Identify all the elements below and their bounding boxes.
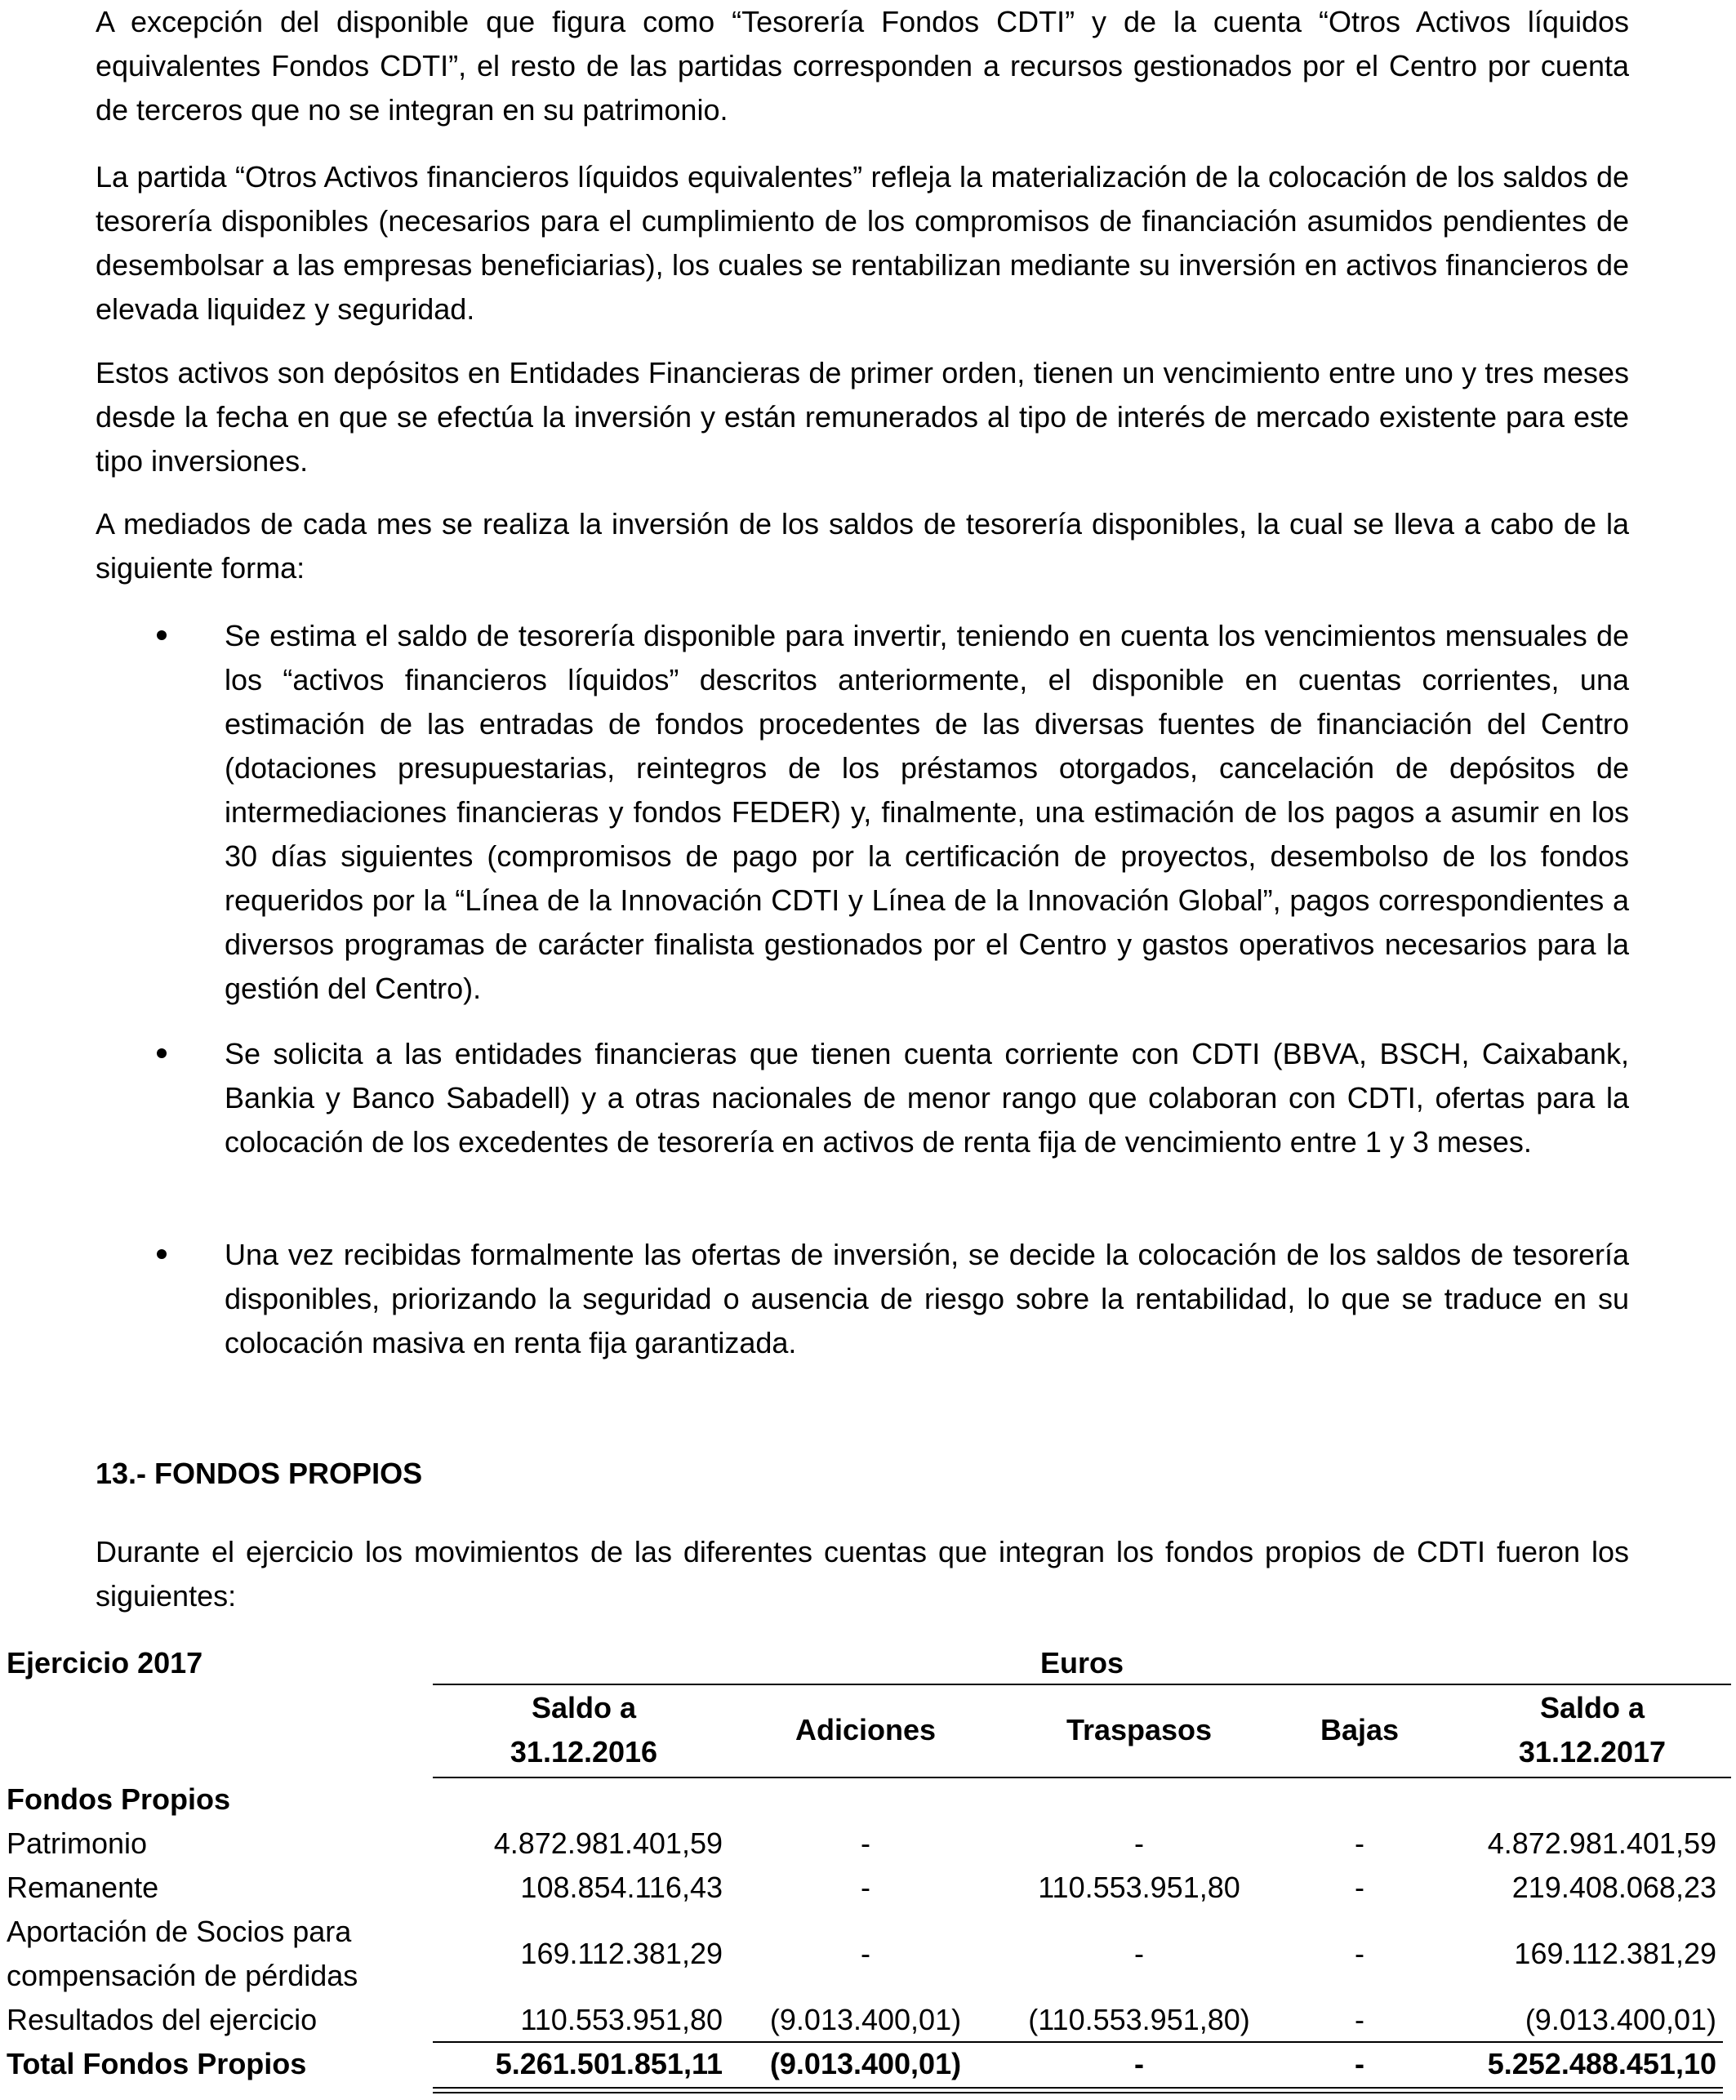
bullet-text-2: Se solicita a las entidades financieras que tienen cuenta corriente con CDTI (BBVA, BSCH, Caixabank, Bankia y Banco Sabadell) y a otras nacionales de menor rango que colaboran con CDTI, ofertas para la colocación de los excedentes de tesorería en activos de renta fija de vencimiento entre 1 y 3 meses. bbox=[225, 1037, 1629, 1159]
total-cell: 5.261.501.851,11 bbox=[495, 2047, 723, 2080]
table-cell: - bbox=[1134, 1937, 1144, 1970]
column-header-rule bbox=[433, 1777, 1731, 1778]
row-label-aportacion-line1: Aportación de Socios para bbox=[7, 1915, 352, 1948]
table-cell: - bbox=[1355, 2003, 1364, 2036]
section-intro: Durante el ejercicio los movimientos de las diferentes cuentas que integran los fondos propios de CDTI fueron los siguientes: bbox=[96, 1535, 1629, 1613]
col-header-adiciones: Adiciones bbox=[795, 1713, 937, 1746]
total-label: Total Fondos Propios bbox=[7, 2047, 307, 2080]
total-double-rule-2 bbox=[433, 2092, 1723, 2093]
table-cell: - bbox=[1355, 1937, 1364, 1970]
bullet-item-2 bbox=[225, 1032, 1629, 1164]
header-rule bbox=[433, 1684, 1731, 1685]
table-currency-label: Euros bbox=[1039, 1646, 1124, 1680]
table-year-label: Ejercicio 2017 bbox=[7, 1646, 203, 1680]
table-cell: (110.553.951,80) bbox=[1028, 2003, 1250, 2036]
table-cell: 4.872.981.401,59 bbox=[1487, 1826, 1716, 1860]
table-cell: (9.013.400,01) bbox=[1525, 2003, 1716, 2036]
bullet-item-3 bbox=[225, 1233, 1629, 1365]
paragraph-1: A excepción del disponible que figura como “Tesorería Fondos CDTI” y de la cuenta “Otros Activos líquidos equivalentes Fondos CDTI”, el resto de las partidas corresponden a recursos gestionados por el Centro por cuenta de terceros que no se integran en su patrimonio. bbox=[96, 5, 1629, 127]
bullet-item-1 bbox=[225, 614, 1629, 1011]
col-header-saldo-2016-line1: Saldo a bbox=[531, 1691, 637, 1724]
col-header-traspasos: Traspasos bbox=[1066, 1713, 1213, 1746]
table-cell: (9.013.400,01) bbox=[769, 2003, 962, 2036]
bullet-dot-icon bbox=[157, 630, 167, 640]
table-cell: 169.112.381,29 bbox=[520, 1937, 723, 1970]
table-cell: 110.553.951,80 bbox=[1038, 1871, 1240, 1904]
row-label-remanente: Remanente bbox=[7, 1871, 159, 1904]
table-cell: 169.112.381,29 bbox=[1514, 1937, 1716, 1970]
col-header-saldo-2017-line2: 31.12.2017 bbox=[1518, 1735, 1667, 1769]
table-cell: 108.854.116,43 bbox=[520, 1871, 723, 1904]
total-top-rule bbox=[433, 2041, 1723, 2043]
col-header-bajas: Bajas bbox=[1320, 1713, 1400, 1746]
col-header-saldo-2017-line1: Saldo a bbox=[1539, 1691, 1645, 1724]
row-label-resultados: Resultados del ejercicio bbox=[7, 2003, 318, 2036]
bullet-dot-icon bbox=[157, 1249, 167, 1259]
total-cell: 5.252.488.451,10 bbox=[1487, 2047, 1716, 2080]
table-cell: 4.872.981.401,59 bbox=[493, 1826, 723, 1860]
table-cell: - bbox=[861, 1826, 870, 1860]
row-label-patrimonio: Patrimonio bbox=[7, 1826, 148, 1860]
col-header-saldo-2016-line2: 31.12.2016 bbox=[510, 1735, 658, 1769]
total-cell: - bbox=[1355, 2047, 1364, 2080]
paragraph-2: La partida “Otros Activos financieros líquidos equivalentes” refleja la materialización de la colocación de los saldos de tesorería disponibles (necesarios para el cumplimiento de los compromisos de financiación asumidos pendientes de desembolsar a las empresas beneficiarias), los cuales se rentabilizan mediante su inversión en activos financieros de elevada liquidez y seguridad. bbox=[96, 160, 1629, 326]
paragraph-3: Estos activos son depósitos en Entidades Financieras de primer orden, tienen un vencimiento entre uno y tres meses desde la fecha en que se efectúa la inversión y están remunerados al tipo de interés de mercado existente para este tipo inversiones. bbox=[96, 356, 1629, 478]
table-cell: - bbox=[1134, 1826, 1144, 1860]
bullet-dot-icon bbox=[157, 1048, 167, 1058]
bullet-text-3: Una vez recibidas formalmente las ofertas de inversión, se decide la colocación de los saldos de tesorería disponibles, priorizando la seguridad o ausencia de riesgo sobre la rentabilidad, lo que se traduce en su colocación masiva en renta fija garantizada. bbox=[225, 1238, 1629, 1359]
table-cell: 219.408.068,23 bbox=[1511, 1871, 1716, 1904]
total-double-rule-1 bbox=[433, 2087, 1723, 2089]
total-cell: - bbox=[1134, 2047, 1144, 2080]
row-label-aportacion-line2: compensación de pérdidas bbox=[7, 1959, 358, 1992]
table-cell: - bbox=[861, 1871, 870, 1904]
table-cell: - bbox=[861, 1937, 870, 1970]
bullet-text-1: Se estima el saldo de tesorería disponible para invertir, teniendo en cuenta los vencimientos mensuales de los “activos financieros líquidos” descritos anteriormente, el disponible en cuentas corrientes, una estimación de las entradas de fondos procedentes de las diversas fuentes de financiación del Centro (dotaciones presupuestarias, reintegros de los préstamos otorgados, cancelación de depósitos de intermediaciones financieras y fondos FEDER) y, finalmente, una estimación de los pagos a asumir en los 30 días siguientes (compromisos de pago por la certificación de proyectos, desembolso de los fondos requeridos por la “Línea de la Innovación CDTI y Línea de la Innovación Global”, pagos correspondientes a diversos programas de carácter finalista gestionados por el Centro y gastos operativos necesarios para la gestión del Centro). bbox=[225, 619, 1629, 1005]
section-heading: 13.- FONDOS PROPIOS bbox=[96, 1457, 423, 1490]
total-cell: (9.013.400,01) bbox=[769, 2047, 962, 2080]
group-label: Fondos Propios bbox=[7, 1782, 230, 1816]
paragraph-4: A mediados de cada mes se realiza la inversión de los saldos de tesorería disponibles, la cual se lleva a cabo de la siguiente forma: bbox=[96, 507, 1629, 585]
table-cell: 110.553.951,80 bbox=[520, 2003, 723, 2036]
table-cell: - bbox=[1355, 1826, 1364, 1860]
table-cell: - bbox=[1355, 1871, 1364, 1904]
